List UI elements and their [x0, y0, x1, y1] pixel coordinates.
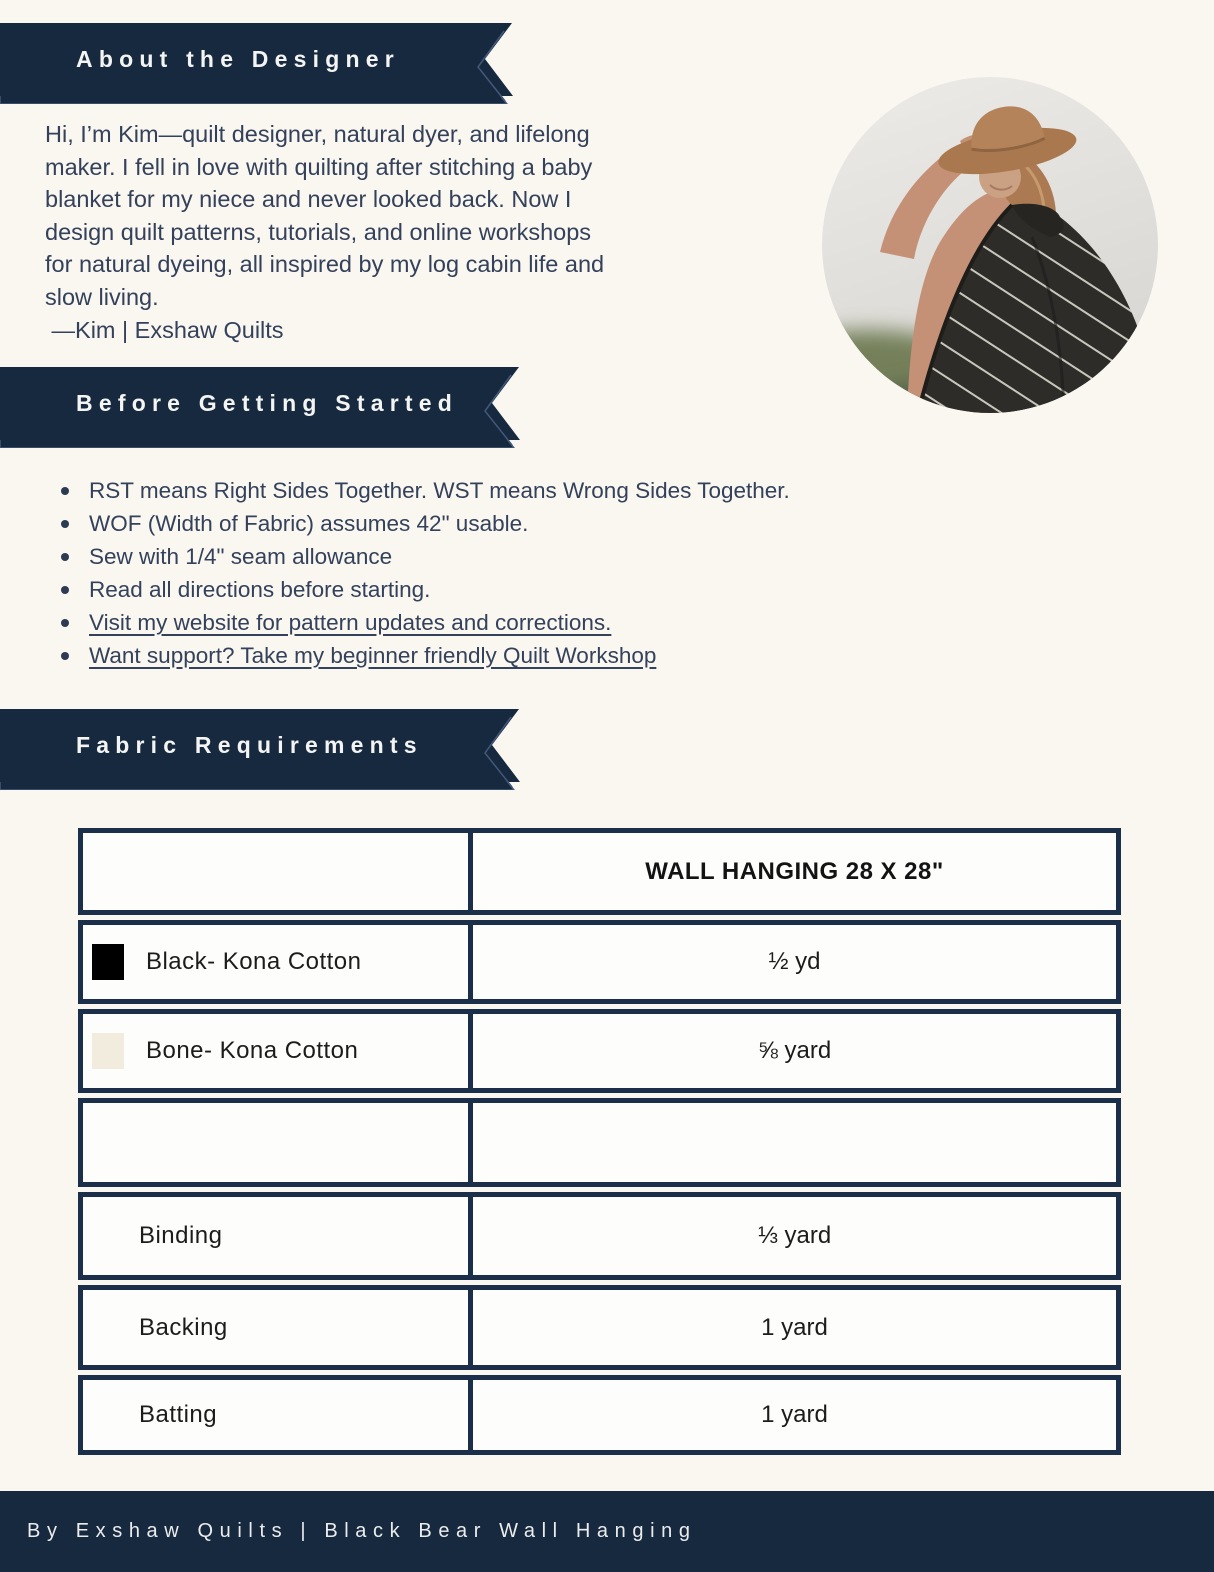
- black-swatch: [92, 944, 124, 980]
- fabric-requirements-table: [78, 828, 1121, 1460]
- bio-line: for natural dyeing, all inspired by my log cabin life and: [45, 251, 605, 278]
- website-updates-link[interactable]: Visit my website for pattern updates and corrections.: [89, 610, 612, 635]
- fabric-label: Batting: [139, 1401, 218, 1428]
- yardage-cell: [473, 925, 1116, 999]
- fabric-label: Backing: [139, 1313, 228, 1341]
- about-banner-title: About the Designer: [76, 46, 400, 72]
- before-getting-started-list: [58, 478, 818, 676]
- yardage-cell: [473, 1014, 1116, 1088]
- table-row: [78, 1285, 1121, 1370]
- list-item-text: Read all directions before starting.: [89, 577, 431, 602]
- footer-credit-text: By Exshaw Quilts | Black Bear Wall Hanging: [27, 1520, 697, 1542]
- bio-line: design quilt patterns, tutorials, and online workshops: [45, 218, 592, 245]
- quilt-workshop-link[interactable]: Want support? Take my beginner friendly Quilt Workshop: [89, 643, 657, 668]
- table-header-row: [78, 828, 1121, 915]
- table-row: [78, 1009, 1121, 1093]
- list-item: [58, 577, 818, 602]
- list-item: [58, 610, 818, 635]
- fabric-banner-title: Fabric Requirements: [76, 732, 423, 758]
- yardage-value: ½ yd: [768, 948, 821, 975]
- before-banner-title: Before Getting Started: [76, 390, 458, 416]
- bio-line: Hi, I’m Kim—quilt designer, natural dyer, and lifelong: [45, 121, 590, 147]
- bio-byline: —Kim | Exshaw Quilts: [45, 316, 284, 343]
- fabric-label: Binding: [139, 1222, 223, 1249]
- yardage-cell: [473, 1290, 1116, 1365]
- footer-bar: [0, 1491, 1214, 1572]
- header-cell-empty: [83, 833, 473, 910]
- header-cell-size: [473, 833, 1116, 910]
- list-item: [58, 643, 818, 668]
- list-item-text: RST means Right Sides Together. WST means Wrong Sides Together.: [89, 478, 790, 503]
- yardage-value: ⅝ yard: [757, 1037, 832, 1064]
- table-row: [78, 920, 1121, 1004]
- fabric-label: Bone- Kona Cotton: [146, 1037, 359, 1064]
- list-item: [58, 511, 818, 536]
- fabric-requirements-banner: [0, 709, 522, 790]
- table-row: [78, 1192, 1121, 1280]
- fabric-label: Black- Kona Cotton: [146, 948, 362, 975]
- fabric-cell: [83, 1014, 473, 1088]
- yardage-cell: [473, 1103, 1116, 1182]
- fabric-cell: [83, 1380, 473, 1450]
- fabric-cell: [83, 1103, 473, 1182]
- yardage-cell: [473, 1197, 1116, 1275]
- table-row: [78, 1375, 1121, 1455]
- fabric-cell: [83, 1290, 473, 1365]
- portrait-illustration: [822, 77, 1158, 413]
- designer-bio: [45, 118, 725, 346]
- fabric-cell: [83, 1197, 473, 1275]
- yardage-cell: [473, 1380, 1116, 1450]
- yardage-value: 1 yard: [761, 1401, 828, 1428]
- yardage-value: ⅓ yard: [757, 1222, 832, 1249]
- yardage-value: 1 yard: [761, 1313, 828, 1341]
- bio-line: maker. I fell in love with quilting after stitching a baby: [45, 153, 593, 180]
- designer-portrait-photo: [822, 77, 1158, 413]
- list-item-text: WOF (Width of Fabric) assumes 42" usable.: [89, 511, 529, 536]
- size-header-label: WALL HANGING 28 X 28": [645, 857, 944, 885]
- list-item: [58, 478, 818, 503]
- list-item-text: Sew with 1/4" seam allowance: [89, 544, 393, 569]
- table-row-empty: [78, 1098, 1121, 1187]
- before-getting-started-banner: [0, 367, 522, 448]
- bone-swatch: [92, 1033, 124, 1069]
- bio-line: blanket for my niece and never looked back. Now I: [45, 186, 572, 213]
- about-designer-banner: [0, 23, 515, 104]
- list-item: [58, 544, 818, 569]
- fabric-cell: [83, 925, 473, 999]
- bio-line: slow living.: [45, 283, 159, 310]
